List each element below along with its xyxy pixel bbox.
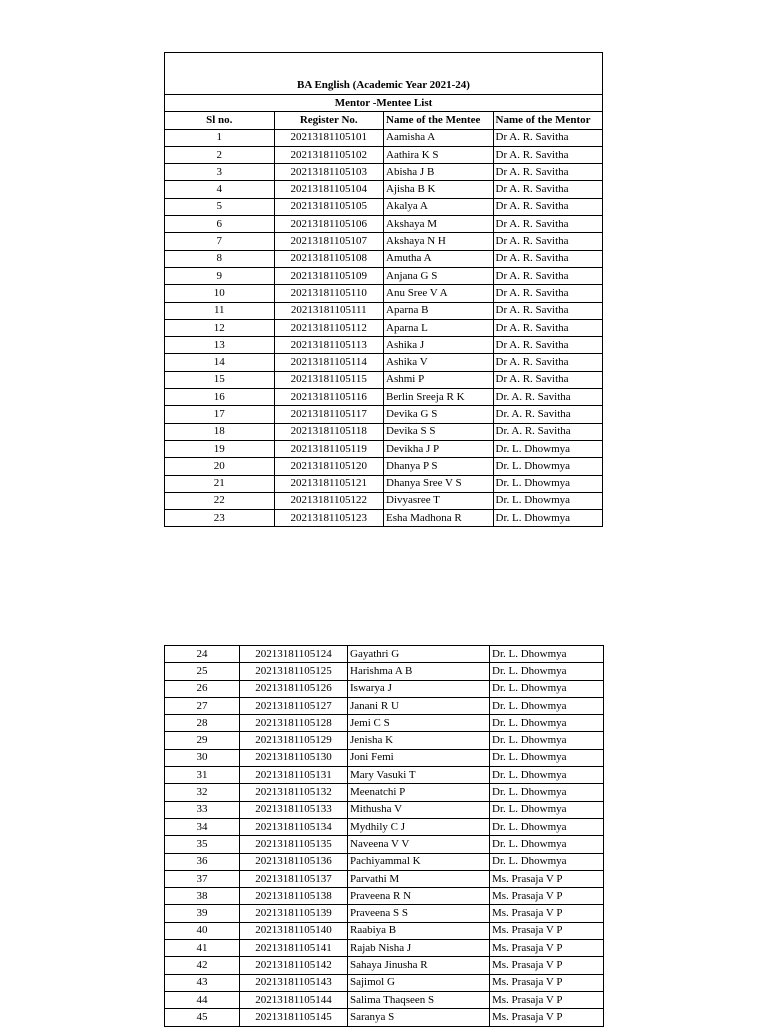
cell-mentee-name: Divyasree T (384, 492, 494, 509)
table-row (165, 337, 603, 354)
cell-sl-no: 31 (165, 767, 240, 784)
cell-mentee-name: Abisha J B (384, 164, 494, 181)
cell-register-no: 20213181105119 (274, 440, 384, 457)
cell-mentor-name: Ms. Prasaja V P (490, 974, 604, 991)
cell-register-no: 20213181105113 (274, 337, 384, 354)
cell-sl-no: 25 (165, 663, 240, 680)
cell-mentor-name: Dr A. R. Savitha (493, 337, 603, 354)
cell-register-no: 20213181105139 (240, 905, 348, 922)
cell-mentor-name: Dr. L. Dhowmya (493, 458, 603, 475)
cell-mentee-name: Ashika J (384, 337, 494, 354)
cell-sl-no: 34 (165, 818, 240, 835)
cell-register-no: 20213181105120 (274, 458, 384, 475)
cell-register-no: 20213181105111 (274, 302, 384, 319)
cell-mentee-name: Rajab Nisha J (348, 940, 490, 957)
cell-sl-no: 43 (165, 974, 240, 991)
table-row (165, 940, 604, 957)
cell-mentor-name: Dr. A. R. Savitha (493, 389, 603, 406)
cell-sl-no: 19 (165, 440, 275, 457)
cell-sl-no: 9 (165, 267, 275, 284)
subtitle-row (165, 95, 603, 112)
cell-register-no: 20213181105140 (240, 922, 348, 939)
cell-register-no: 20213181105132 (240, 784, 348, 801)
cell-sl-no: 17 (165, 406, 275, 423)
cell-sl-no: 12 (165, 319, 275, 336)
cell-mentor-name: Ms. Prasaja V P (490, 957, 604, 974)
cell-register-no: 20213181105123 (274, 510, 384, 527)
cell-mentee-name: Ajisha B K (384, 181, 494, 198)
cell-register-no: 20213181105142 (240, 957, 348, 974)
cell-mentor-name: Ms. Prasaja V P (490, 870, 604, 887)
cell-mentor-name: Dr. L. Dhowmya (493, 510, 603, 527)
cell-mentee-name: Aathira K S (384, 146, 494, 163)
table-row (165, 836, 604, 853)
cell-sl-no: 38 (165, 888, 240, 905)
table-row (165, 853, 604, 870)
table-row (165, 801, 604, 818)
table-row (165, 354, 603, 371)
cell-sl-no: 23 (165, 510, 275, 527)
cell-mentor-name: Dr. L. Dhowmya (490, 680, 604, 697)
document-title: BA English (Academic Year 2021-24) (165, 53, 603, 95)
table-row (165, 510, 603, 527)
cell-mentee-name: Sajimol G (348, 974, 490, 991)
cell-register-no: 20213181105109 (274, 267, 384, 284)
cell-mentee-name: Amutha A (384, 250, 494, 267)
table-row (165, 250, 603, 267)
table-row (165, 905, 604, 922)
cell-register-no: 20213181105125 (240, 663, 348, 680)
cell-mentee-name: Anjana G S (384, 267, 494, 284)
cell-mentor-name: Dr A. R. Savitha (493, 216, 603, 233)
table-row (165, 680, 604, 697)
cell-mentee-name: Sahaya Jinusha R (348, 957, 490, 974)
cell-mentor-name: Dr. A. R. Savitha (493, 423, 603, 440)
table-row (165, 732, 604, 749)
cell-sl-no: 24 (165, 646, 240, 663)
cell-register-no: 20213181105143 (240, 974, 348, 991)
cell-mentor-name: Ms. Prasaja V P (490, 1009, 604, 1026)
cell-mentor-name: Dr. L. Dhowmya (490, 663, 604, 680)
cell-register-no: 20213181105101 (274, 129, 384, 146)
cell-register-no: 20213181105128 (240, 715, 348, 732)
cell-mentor-name: Dr A. R. Savitha (493, 146, 603, 163)
header-mentor-name: Name of the Mentor (493, 112, 603, 129)
cell-mentee-name: Aparna L (384, 319, 494, 336)
cell-mentor-name: Dr. L. Dhowmya (490, 767, 604, 784)
cell-register-no: 20213181105105 (274, 198, 384, 215)
cell-sl-no: 2 (165, 146, 275, 163)
cell-register-no: 20213181105106 (274, 216, 384, 233)
cell-register-no: 20213181105131 (240, 767, 348, 784)
cell-register-no: 20213181105102 (274, 146, 384, 163)
cell-mentor-name: Dr A. R. Savitha (493, 233, 603, 250)
cell-mentee-name: Meenatchi P (348, 784, 490, 801)
cell-sl-no: 29 (165, 732, 240, 749)
cell-mentor-name: Dr. L. Dhowmya (490, 818, 604, 835)
cell-register-no: 20213181105116 (274, 389, 384, 406)
cell-mentor-name: Dr. L. Dhowmya (490, 732, 604, 749)
cell-register-no: 20213181105121 (274, 475, 384, 492)
cell-sl-no: 39 (165, 905, 240, 922)
cell-mentee-name: Praveena S S (348, 905, 490, 922)
cell-mentor-name: Ms. Prasaja V P (490, 940, 604, 957)
cell-sl-no: 30 (165, 749, 240, 766)
cell-sl-no: 16 (165, 389, 275, 406)
cell-register-no: 20213181105103 (274, 164, 384, 181)
table-row (165, 319, 603, 336)
cell-sl-no: 13 (165, 337, 275, 354)
cell-mentor-name: Dr. L. Dhowmya (490, 853, 604, 870)
header-register-no: Register No. (274, 112, 384, 129)
cell-mentee-name: Joni Femi (348, 749, 490, 766)
cell-register-no: 20213181105127 (240, 697, 348, 714)
cell-register-no: 20213181105115 (274, 371, 384, 388)
table-row (165, 715, 604, 732)
cell-register-no: 20213181105126 (240, 680, 348, 697)
cell-register-no: 20213181105104 (274, 181, 384, 198)
cell-sl-no: 26 (165, 680, 240, 697)
cell-mentor-name: Dr A. R. Savitha (493, 129, 603, 146)
table-row (165, 285, 603, 302)
table-row (165, 440, 603, 457)
cell-register-no: 20213181105130 (240, 749, 348, 766)
cell-mentor-name: Ms. Prasaja V P (490, 991, 604, 1008)
cell-sl-no: 15 (165, 371, 275, 388)
cell-sl-no: 3 (165, 164, 275, 181)
cell-sl-no: 5 (165, 198, 275, 215)
table-row (165, 302, 603, 319)
cell-mentee-name: Gayathri G (348, 646, 490, 663)
cell-sl-no: 22 (165, 492, 275, 509)
cell-mentee-name: Jenisha K (348, 732, 490, 749)
cell-register-no: 20213181105110 (274, 285, 384, 302)
cell-register-no: 20213181105118 (274, 423, 384, 440)
cell-register-no: 20213181105108 (274, 250, 384, 267)
cell-register-no: 20213181105112 (274, 319, 384, 336)
cell-sl-no: 6 (165, 216, 275, 233)
table-row (165, 129, 603, 146)
cell-mentee-name: Akalya A (384, 198, 494, 215)
table-row (165, 663, 604, 680)
cell-sl-no: 21 (165, 475, 275, 492)
cell-mentee-name: Naveena V V (348, 836, 490, 853)
table-row (165, 697, 604, 714)
cell-mentor-name: Dr A. R. Savitha (493, 181, 603, 198)
cell-mentee-name: Mydhily C J (348, 818, 490, 835)
cell-sl-no: 28 (165, 715, 240, 732)
cell-mentor-name: Dr. L. Dhowmya (490, 715, 604, 732)
table-row (165, 888, 604, 905)
cell-register-no: 20213181105138 (240, 888, 348, 905)
cell-mentor-name: Ms. Prasaja V P (490, 905, 604, 922)
cell-register-no: 20213181105124 (240, 646, 348, 663)
table-row (165, 646, 604, 663)
cell-sl-no: 14 (165, 354, 275, 371)
cell-mentee-name: Saranya S (348, 1009, 490, 1026)
cell-mentee-name: Mary Vasuki T (348, 767, 490, 784)
cell-register-no: 20213181105136 (240, 853, 348, 870)
table-row (165, 749, 604, 766)
cell-mentee-name: Ashika V (384, 354, 494, 371)
cell-mentee-name: Devika S S (384, 423, 494, 440)
cell-sl-no: 41 (165, 940, 240, 957)
cell-mentee-name: Anu Sree V A (384, 285, 494, 302)
cell-mentee-name: Dhanya Sree V S (384, 475, 494, 492)
cell-mentor-name: Ms. Prasaja V P (490, 922, 604, 939)
cell-register-no: 20213181105134 (240, 818, 348, 835)
table-row (165, 267, 603, 284)
cell-mentor-name: Dr A. R. Savitha (493, 250, 603, 267)
cell-mentee-name: Akshaya M (384, 216, 494, 233)
cell-mentee-name: Janani R U (348, 697, 490, 714)
cell-sl-no: 36 (165, 853, 240, 870)
cell-mentor-name: Dr. L. Dhowmya (490, 801, 604, 818)
table-row (165, 957, 604, 974)
cell-sl-no: 42 (165, 957, 240, 974)
cell-mentor-name: Dr A. R. Savitha (493, 285, 603, 302)
cell-mentor-name: Dr. L. Dhowmya (490, 697, 604, 714)
mentor-mentee-table-1 (164, 52, 603, 527)
cell-register-no: 20213181105107 (274, 233, 384, 250)
table-row (165, 818, 604, 835)
cell-mentor-name: Dr A. R. Savitha (493, 198, 603, 215)
cell-mentee-name: Devika G S (384, 406, 494, 423)
header-sl-no: Sl no. (165, 112, 275, 129)
cell-register-no: 20213181105129 (240, 732, 348, 749)
cell-sl-no: 8 (165, 250, 275, 267)
cell-register-no: 20213181105133 (240, 801, 348, 818)
cell-mentee-name: Devikha J P (384, 440, 494, 457)
cell-mentee-name: Ashmi P (384, 371, 494, 388)
table-row (165, 181, 603, 198)
cell-sl-no: 32 (165, 784, 240, 801)
cell-sl-no: 18 (165, 423, 275, 440)
header-mentee-name: Name of the Mentee (384, 112, 494, 129)
cell-mentor-name: Dr A. R. Savitha (493, 302, 603, 319)
table-row (165, 198, 603, 215)
cell-mentee-name: Akshaya N H (384, 233, 494, 250)
cell-register-no: 20213181105117 (274, 406, 384, 423)
header-row (165, 112, 603, 129)
cell-mentor-name: Dr. L. Dhowmya (490, 784, 604, 801)
table-row (165, 371, 603, 388)
table-row (165, 164, 603, 181)
table-row (165, 146, 603, 163)
table-row (165, 458, 603, 475)
cell-mentor-name: Dr. L. Dhowmya (490, 836, 604, 853)
cell-mentee-name: Dhanya P S (384, 458, 494, 475)
cell-mentee-name: Esha Madhona R (384, 510, 494, 527)
cell-sl-no: 33 (165, 801, 240, 818)
table-row (165, 406, 603, 423)
table-row (165, 922, 604, 939)
cell-mentee-name: Harishma A B (348, 663, 490, 680)
cell-register-no: 20213181105145 (240, 1009, 348, 1026)
cell-register-no: 20213181105122 (274, 492, 384, 509)
table-row (165, 974, 604, 991)
table-row (165, 1009, 604, 1026)
cell-mentee-name: Pachiyammal K (348, 853, 490, 870)
table-row (165, 784, 604, 801)
cell-register-no: 20213181105144 (240, 991, 348, 1008)
cell-mentor-name: Dr A. R. Savitha (493, 371, 603, 388)
cell-sl-no: 4 (165, 181, 275, 198)
cell-mentee-name: Aamisha A (384, 129, 494, 146)
cell-mentee-name: Raabiya B (348, 922, 490, 939)
cell-register-no: 20213181105114 (274, 354, 384, 371)
cell-mentee-name: Iswarya J (348, 680, 490, 697)
table-row (165, 233, 603, 250)
mentor-mentee-table-2 (164, 645, 604, 1027)
cell-mentee-name: Salima Thaqseen S (348, 991, 490, 1008)
table-row (165, 423, 603, 440)
cell-sl-no: 1 (165, 129, 275, 146)
cell-mentor-name: Dr A. R. Savitha (493, 164, 603, 181)
cell-sl-no: 27 (165, 697, 240, 714)
cell-sl-no: 40 (165, 922, 240, 939)
document-subtitle: Mentor -Mentee List (165, 95, 603, 112)
cell-sl-no: 35 (165, 836, 240, 853)
cell-sl-no: 44 (165, 991, 240, 1008)
table-row (165, 216, 603, 233)
cell-mentor-name: Dr. L. Dhowmya (493, 492, 603, 509)
cell-mentee-name: Jemi C S (348, 715, 490, 732)
cell-mentor-name: Dr. L. Dhowmya (490, 749, 604, 766)
cell-mentor-name: Dr. L. Dhowmya (493, 440, 603, 457)
cell-sl-no: 7 (165, 233, 275, 250)
cell-mentor-name: Dr A. R. Savitha (493, 319, 603, 336)
cell-mentor-name: Ms. Prasaja V P (490, 888, 604, 905)
cell-register-no: 20213181105141 (240, 940, 348, 957)
cell-sl-no: 37 (165, 870, 240, 887)
table-row (165, 389, 603, 406)
cell-sl-no: 20 (165, 458, 275, 475)
cell-mentee-name: Mithusha V (348, 801, 490, 818)
cell-sl-no: 45 (165, 1009, 240, 1026)
cell-mentee-name: Parvathi M (348, 870, 490, 887)
cell-mentor-name: Dr. L. Dhowmya (493, 475, 603, 492)
table-row (165, 991, 604, 1008)
table-row (165, 767, 604, 784)
table-row (165, 475, 603, 492)
cell-mentor-name: Dr A. R. Savitha (493, 354, 603, 371)
cell-mentee-name: Aparna B (384, 302, 494, 319)
table-row (165, 492, 603, 509)
cell-mentee-name: Praveena R N (348, 888, 490, 905)
cell-mentor-name: Dr. A. R. Savitha (493, 406, 603, 423)
cell-sl-no: 10 (165, 285, 275, 302)
cell-register-no: 20213181105135 (240, 836, 348, 853)
title-row (165, 53, 603, 95)
cell-register-no: 20213181105137 (240, 870, 348, 887)
cell-mentor-name: Dr A. R. Savitha (493, 267, 603, 284)
cell-mentee-name: Berlin Sreeja R K (384, 389, 494, 406)
table-row (165, 870, 604, 887)
cell-sl-no: 11 (165, 302, 275, 319)
cell-mentor-name: Dr. L. Dhowmya (490, 646, 604, 663)
